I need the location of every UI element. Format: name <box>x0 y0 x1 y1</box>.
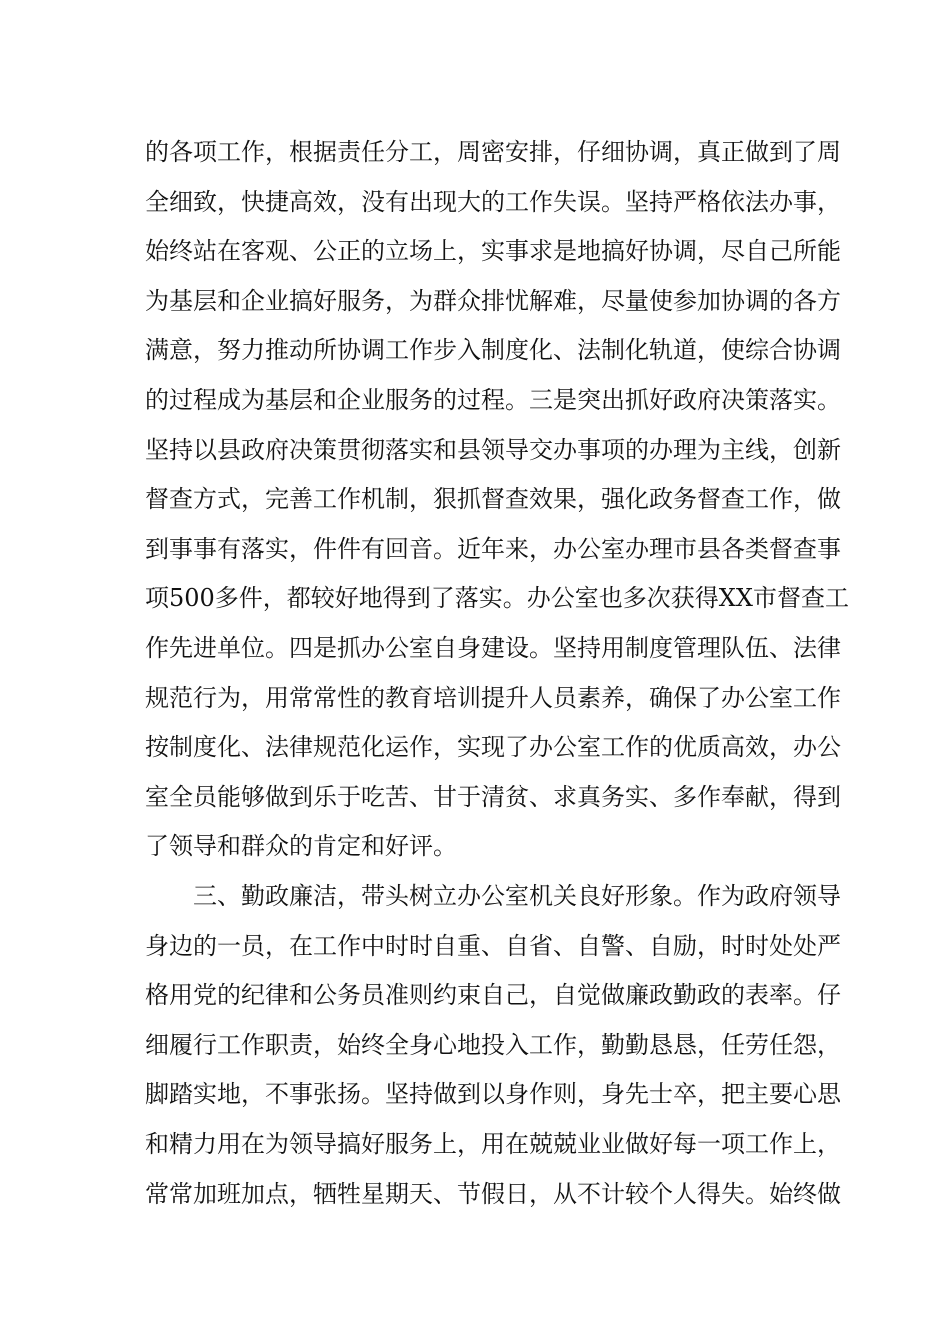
text-line-21: 和精力用在为领导搞好服务上，用在兢兢业业做好每一项工作上， <box>145 1130 841 1158</box>
text-line-18: 格用党的纪律和公务员准则约束自己，自觉做廉政勤政的表率。仔 <box>145 981 841 1009</box>
text-line-15: 了领导和群众的肯定和好评。 <box>145 832 457 860</box>
text-line-20: 脚踏实地，不事张扬。坚持做到以身作则，身先士卒，把主要心思 <box>145 1080 841 1108</box>
text-line-11: 作先进单位。四是抓办公室自身建设。坚持用制度管理队伍、法律 <box>145 634 841 662</box>
text-line-2: 全细致，快捷高效，没有出现大的工作失误。坚持严格依法办事， <box>145 188 841 216</box>
text-line-13: 按制度化、法律规范化运作，实现了办公室工作的优质高效，办公 <box>145 733 841 761</box>
text-line-19: 细履行工作职责，始终全身心地投入工作，勤勤恳恳，任劳任怨， <box>145 1031 841 1059</box>
paragraph-heading-line: 三、勤政廉洁，带头树立办公室机关良好形象。作为政府领导 <box>193 882 841 910</box>
text-line-4: 为基层和企业搞好服务，为群众排忧解难，尽量使参加协调的各方 <box>145 287 841 315</box>
text-line-5: 满意，努力推动所协调工作步入制度化、法制化轨道，使综合协调 <box>145 336 841 364</box>
text-line-6: 的过程成为基层和企业服务的过程。三是突出抓好政府决策落实。 <box>145 386 841 414</box>
text-line-14: 室全员能够做到乐于吃苦、甘于清贫、求真务实、多作奉献，得到 <box>145 783 841 811</box>
text-line-12: 规范行为，用常常性的教育培训提升人员素养，确保了办公室工作 <box>145 684 841 712</box>
text-line-17: 身边的一员，在工作中时时自重、自省、自警、自励，时时处处严 <box>145 932 841 960</box>
text-line-10: 项500多件，都较好地得到了落实。办公室也多次获得XX市督查工 <box>145 584 849 612</box>
text-line-3: 始终站在客观、公正的立场上，实事求是地搞好协调，尽自己所能 <box>145 237 841 265</box>
text-line-7: 坚持以县政府决策贯彻落实和县领导交办事项的办理为主线，创新 <box>145 436 841 464</box>
text-line-9: 到事事有落实，件件有回音。近年来，办公室办理市县各类督查事 <box>145 535 841 563</box>
text-line-1: 的各项工作，根据责任分工，周密安排，仔细协调，真正做到了周 <box>145 138 841 166</box>
text-line-8: 督查方式，完善工作机制，狠抓督查效果，强化政务督查工作，做 <box>145 485 841 513</box>
text-line-22: 常常加班加点，牺牲星期天、节假日，从不计较个人得失。始终做 <box>145 1180 841 1208</box>
